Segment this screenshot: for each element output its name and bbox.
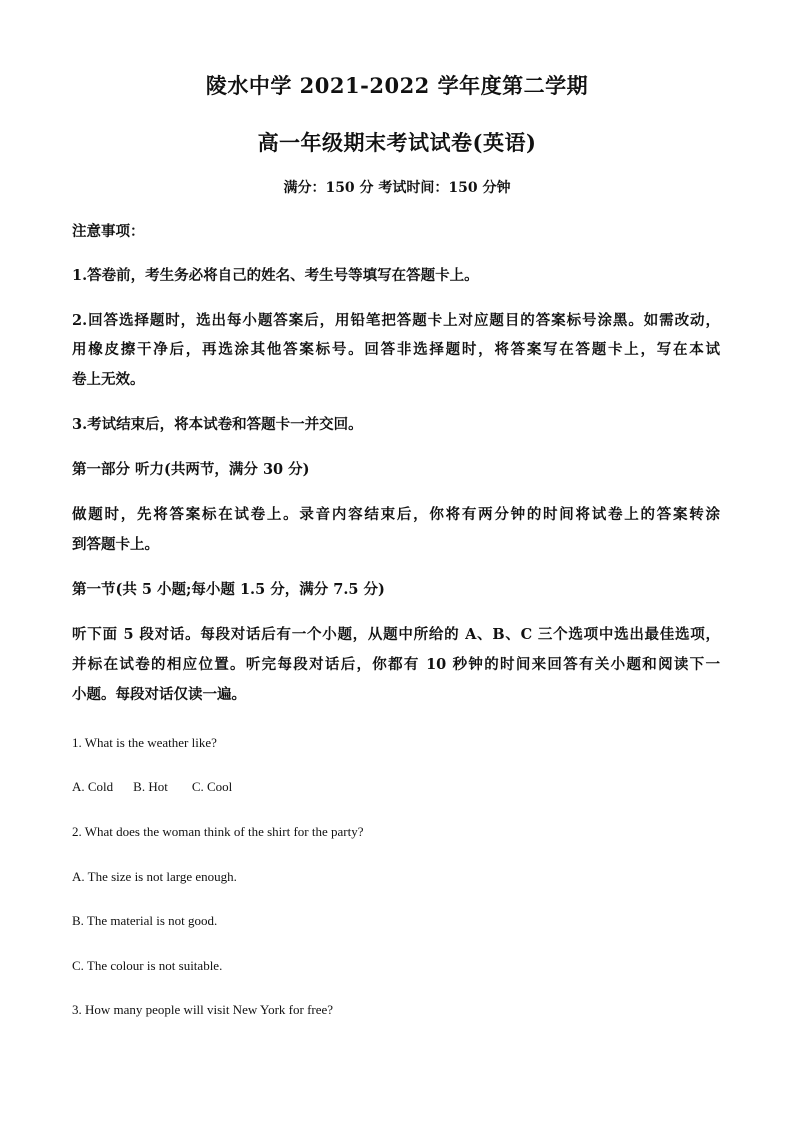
part1-heading: 第一部分 听力(共两节，满分 30 分) (72, 461, 310, 478)
question-2-stem: 2. What does the woman think of the shirt for the party? (72, 824, 364, 839)
notice-item-3: 3.考试结束后，将本试卷和答题卡一并交回。 (72, 416, 363, 433)
question-2-option-c: C. The colour is not suitable. (72, 958, 223, 973)
question-1-options (72, 778, 232, 796)
section1-heading: 第一节(共 5 小题;每小题 1.5 分，满分 7.5 分) (72, 581, 385, 598)
section1-instruction-line-3: 小题。每段对话仅读一遍。 (72, 686, 246, 703)
question-3-stem: 3. How many people will visit New York for free? (72, 1002, 334, 1017)
exam-title-line1: 陵水中学 2021-2022 学年度第二学期 (205, 73, 589, 98)
part1-instruction-line-1: 做题时，先将答案标在试卷上。录音内容结束后，你将有两分钟的时间将试卷上的答案转涂 (72, 506, 720, 523)
notice-item-2-line-1: 2.回答选择题时，选出每小题答案后，用铅笔把答题卡上对应题目的答案标号涂黑。如需改动， (72, 312, 720, 329)
notice-heading: 注意事项： (72, 223, 145, 240)
exam-meta: 满分：150 分 考试时间：150 分钟 (283, 180, 511, 196)
notice-item-2-line-3: 卷上无效。 (72, 371, 145, 388)
notice-item-1: 1.答卷前，考生务必将自己的姓名、考生号等填写在答题卡上。 (72, 267, 479, 284)
question-1-stem: 1. What is the weather like? (72, 735, 217, 750)
part1-instruction-line-2: 到答题卡上。 (72, 536, 159, 553)
section1-instruction-line-2: 并标在试卷的相应位置。听完每段对话后，你都有 10 秒钟的时间来回答有关小题和阅读下一 (72, 656, 720, 673)
notice-item-2-line-2: 用橡皮擦干净后，再选涂其他答案标号。回答非选择题时，将答案写在答题卡上，写在本试 (72, 341, 720, 358)
question-2-option-b: B. The material is not good. (72, 913, 218, 928)
question-1-option-c: C. Cool (191, 779, 233, 794)
question-1-option-b: B. Hot (133, 779, 168, 794)
question-1-option-a: A. Cold (72, 779, 114, 794)
exam-title-line2: 高一年级期末考试试卷(英语) (257, 130, 537, 155)
question-2-option-a: A. The size is not large enough. (72, 869, 237, 884)
section1-instruction-line-1: 听下面 5 段对话。每段对话后有一个小题，从题中所给的 A、B、C 三个选项中选出最佳选项， (72, 626, 720, 643)
